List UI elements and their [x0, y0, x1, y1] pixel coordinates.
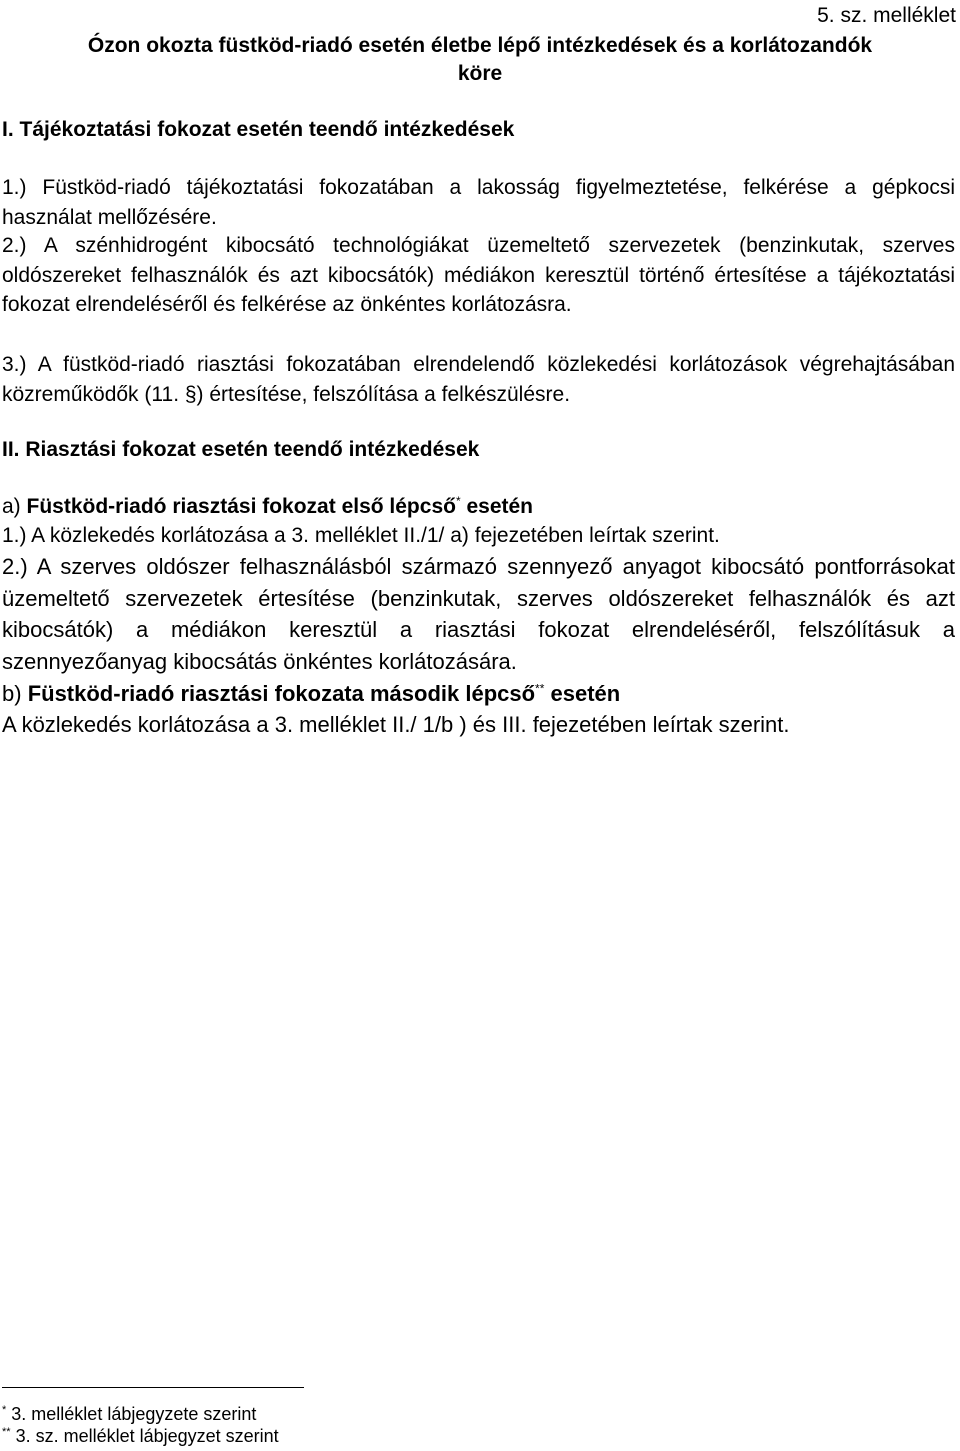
subsection-b-text: A közlekedés korlátozása a 3. melléklet II./ 1/b ) és III. fejezetében leírtak szerint. [2, 712, 790, 737]
subsection-b-title: Füstköd-riadó riasztási fokozata második lépcső [27, 681, 536, 706]
section-1-item-3: 3.) A füstköd-riadó riasztási fokozatában elrendelendő közlekedési korlátozások végrehajtásában közreműködők (11. §) értesítése, felszólítása a felkészülésre. [2, 353, 955, 406]
subsection-b-prefix: b) [2, 681, 28, 706]
subsection-a-prefix: a) [2, 495, 27, 518]
document-title-line2: köre [457, 62, 503, 85]
subsection-b-suffix: esetén [544, 681, 621, 706]
footnote-1 [2, 1403, 256, 1425]
section-1-item-1: 1.) Füstköd-riadó tájékoztatási fokozatában a lakosság figyelmeztetése, felkérése a gépkocsi használat mellőzésére. [2, 176, 955, 229]
subsection-b-footnote-mark: ** [535, 681, 545, 696]
subsection-a-item-2: 2.) A szerves oldószer felhasználásból származó szennyező anyagot kibocsátó pontforrásokat üzemeltető szervezetek értesítése (benzinkutak, szerves oldószereket felhasználók és azt kibocsátók) a médiákon keresztül a riasztási fokozat elrendeléséről, felszólításuk a szennyezőanyag kibocsátás önkéntes korlátozására. [2, 554, 955, 674]
subsection-b-heading [2, 680, 620, 708]
section-2-heading: II. Riasztási fokozat esetén teendő intézkedések [2, 438, 480, 461]
subsection-a-heading [2, 493, 533, 521]
document-title [0, 32, 960, 88]
footnote-1-mark: * [2, 1404, 7, 1416]
footnote-2-mark: ** [2, 1426, 11, 1438]
document-title-line1: Ózon okozta füstköd-riadó esetén életbe lépő intézkedések és a korlátozandók [87, 34, 873, 57]
section-1-item-2: 2.) A szénhidrogént kibocsátó technológiákat üzemeltető szervezetek (benzinkutak, szerves oldószereket felhasználók és azt kibocsátók) médiákon keresztül történő értesítése a tájékoztatási fokozat elrendeléséről és felkérése az önkéntes korlátozásra. [2, 234, 955, 316]
footnote-separator [2, 1387, 304, 1388]
footnote-2-text: 3. sz. melléklet lábjegyzet szerint [10, 1426, 279, 1446]
subsection-a-suffix: esetén [460, 495, 533, 518]
section-1-heading: I. Tájékoztatási fokozat esetén teendő intézkedések [2, 118, 515, 141]
subsection-a-footnote-mark: * [455, 494, 461, 508]
footnote-2 [2, 1425, 279, 1447]
subsection-a-title: Füstköd-riadó riasztási fokozat első lépcső [26, 495, 456, 518]
annex-label: 5. sz. melléklet [817, 4, 956, 27]
footnote-1-text: 3. melléklet lábjegyzete szerint [6, 1404, 257, 1424]
subsection-a-item-1: 1.) A közlekedés korlátozása a 3. melléklet II./1/ a) fejezetében leírtak szerint. [2, 524, 720, 547]
